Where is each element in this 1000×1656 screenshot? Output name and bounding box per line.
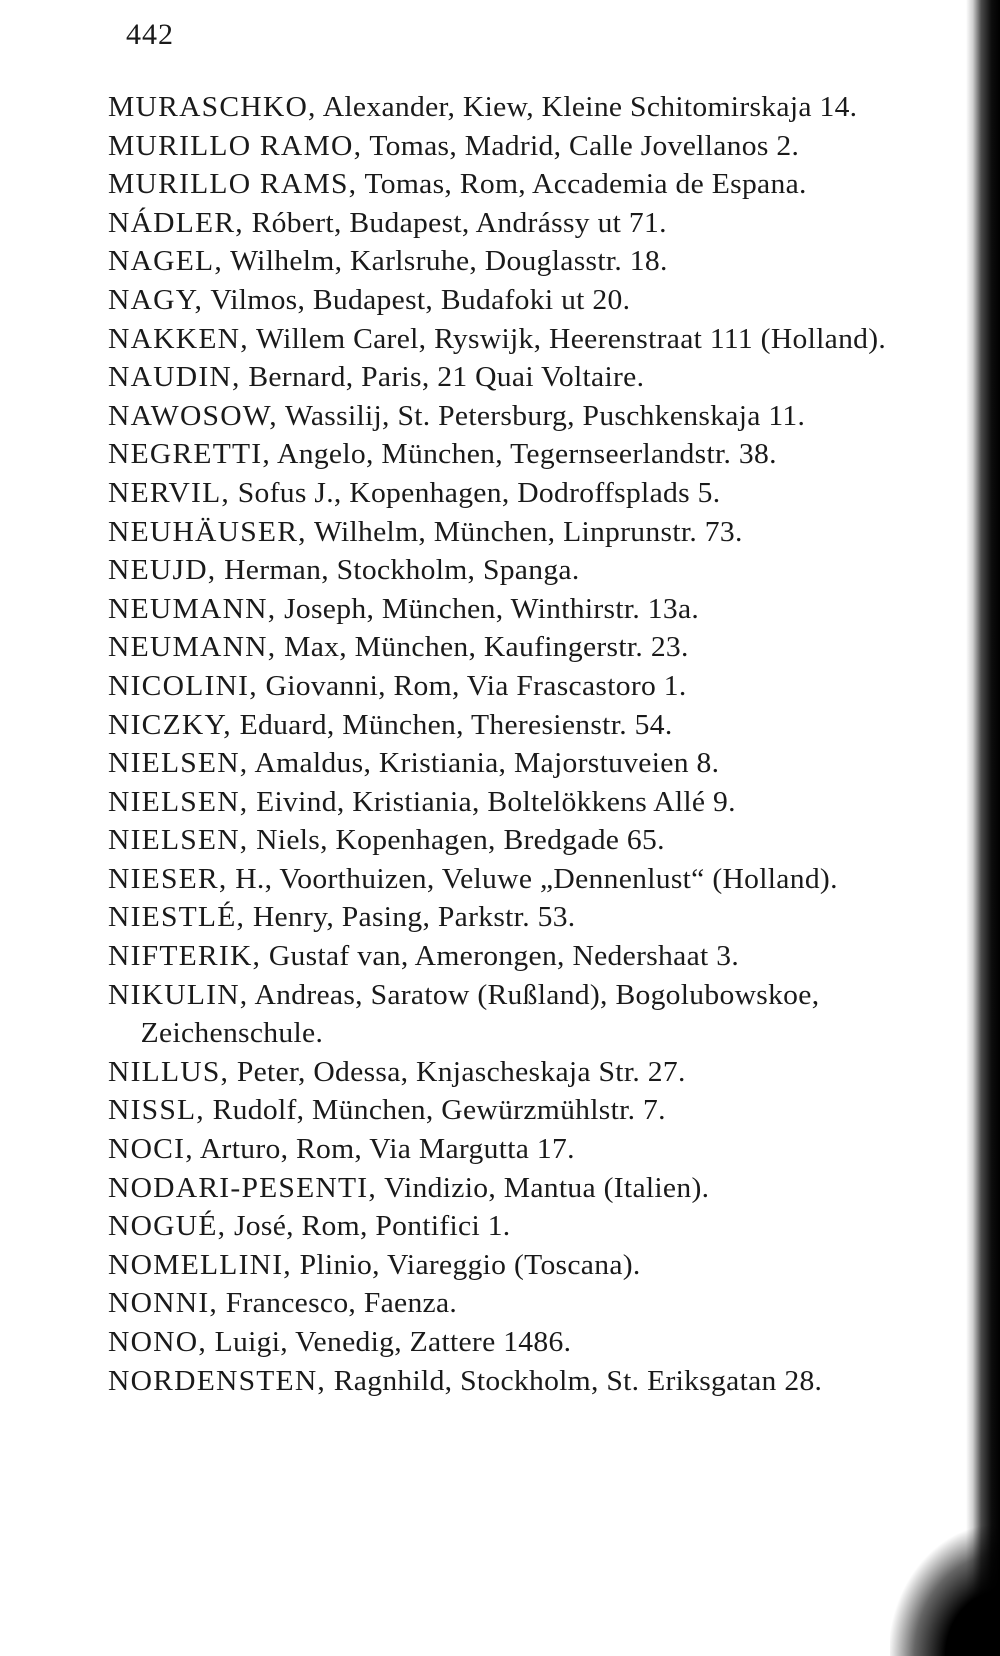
entry-surname: NERVIL, bbox=[108, 476, 231, 509]
entry-surname: NONO, bbox=[108, 1326, 207, 1358]
directory-list bbox=[108, 88, 948, 1400]
directory-entry bbox=[108, 860, 965, 899]
entry-surname: NIELSEN, bbox=[108, 785, 249, 818]
entry-surname: NILLUS, bbox=[108, 1055, 230, 1088]
entry-surname: NIESTLÉ, bbox=[108, 901, 246, 934]
directory-entry bbox=[108, 821, 965, 860]
entry-details: Eivind, Kristiania, Boltelökkens Allé 9. bbox=[248, 785, 736, 818]
entry-details: Willem Carel, Ryswijk, Heerenstraat 111 (Holland). bbox=[248, 322, 887, 355]
entry-surname: NÁDLER, bbox=[108, 206, 244, 239]
entry-details: Sofus J., Kopenhagen, Dodroffsplads 5. bbox=[230, 476, 721, 509]
directory-entry bbox=[108, 1362, 965, 1401]
entry-surname: NIELSEN, bbox=[108, 824, 249, 857]
directory-entry bbox=[108, 127, 965, 166]
directory-entry bbox=[108, 783, 965, 822]
entry-surname: NEGRETTI, bbox=[108, 438, 271, 471]
entry-surname: MURILLO RAMS, bbox=[108, 168, 358, 201]
entry-details: Francesco, Faenza. bbox=[218, 1287, 458, 1320]
entry-details: Giovanni, Rom, Via Frascastoro 1. bbox=[257, 669, 687, 702]
page-number: 442 bbox=[126, 18, 174, 51]
entry-details: H., Voorthuizen, Veluwe „Dennenlust“ (Holland). bbox=[227, 862, 838, 895]
directory-entry bbox=[108, 706, 965, 745]
directory-entry bbox=[108, 204, 965, 243]
entry-details: Andreas, Saratow (Rußland), Bogolubowskoe, Zeichenschule. bbox=[140, 978, 820, 1050]
entry-details: Eduard, München, Theresienstr. 54. bbox=[231, 708, 673, 741]
entry-surname: NAGEL, bbox=[108, 245, 223, 278]
directory-entry bbox=[108, 744, 965, 783]
page-corner-shadow bbox=[890, 1526, 1000, 1656]
directory-entry bbox=[108, 628, 965, 667]
directory-entry bbox=[108, 242, 965, 281]
directory-entry bbox=[108, 1091, 965, 1130]
entry-details: Angelo, München, Tegernseerlandstr. 38. bbox=[270, 438, 777, 471]
entry-surname: NOCI, bbox=[108, 1133, 194, 1166]
entry-surname: NORDENSTEN, bbox=[108, 1364, 327, 1397]
entry-details: Arturo, Rom, Via Margutta 17. bbox=[193, 1133, 575, 1166]
directory-entry bbox=[108, 281, 965, 320]
entry-surname: NISSL, bbox=[108, 1094, 205, 1127]
entry-surname: MURASCHKO, bbox=[108, 91, 317, 123]
entry-surname: NICOLINI, bbox=[108, 669, 258, 702]
directory-entry bbox=[108, 513, 965, 552]
entry-details: Gustaf van, Amerongen, Nedershaat 3. bbox=[261, 940, 740, 973]
entry-details: Luigi, Venedig, Zattere 1486. bbox=[206, 1326, 572, 1358]
directory-entry bbox=[108, 1207, 965, 1246]
entry-surname: NIKULIN, bbox=[108, 978, 249, 1011]
entry-surname: NAKKEN, bbox=[108, 322, 249, 355]
entry-details: Tomas, Madrid, Calle Jovellanos 2. bbox=[362, 129, 800, 162]
entry-details: Peter, Odessa, Knjascheskaja Str. 27. bbox=[229, 1055, 686, 1088]
directory-entry bbox=[108, 1053, 965, 1092]
entry-surname: NEUMANN, bbox=[108, 592, 277, 625]
entry-details: Róbert, Budapest, Andrássy ut 71. bbox=[243, 206, 667, 239]
directory-entry bbox=[108, 165, 965, 204]
directory-entry bbox=[108, 397, 965, 436]
directory-entry bbox=[108, 898, 965, 937]
directory-entry bbox=[108, 320, 965, 359]
directory-entry bbox=[108, 88, 965, 127]
entry-surname: NIELSEN, bbox=[108, 747, 249, 780]
entry-details: Niels, Kopenhagen, Bredgade 65. bbox=[248, 824, 665, 857]
entry-surname: NAGY, bbox=[108, 283, 204, 316]
directory-entry bbox=[108, 976, 965, 1053]
entry-surname: NEUJD, bbox=[108, 554, 217, 587]
directory-entry bbox=[108, 358, 965, 397]
directory-entry bbox=[108, 551, 965, 590]
directory-entry bbox=[108, 667, 965, 706]
directory-entry bbox=[108, 1246, 965, 1285]
entry-details: Vilmos, Budapest, Budafoki ut 20. bbox=[203, 283, 631, 316]
entry-details: Ragnhild, Stockholm, St. Eriksgatan 28. bbox=[326, 1364, 823, 1397]
directory-entry bbox=[108, 1323, 965, 1362]
entry-details: Amaldus, Kristiania, Majorstuveien 8. bbox=[248, 747, 720, 780]
entry-details: Herman, Stockholm, Spanga. bbox=[216, 554, 580, 587]
entry-surname: NEUMANN, bbox=[108, 631, 277, 664]
directory-entry bbox=[108, 435, 965, 474]
directory-entry bbox=[108, 937, 965, 976]
entry-details: Wassilij, St. Petersburg, Puschkenskaja 11. bbox=[277, 399, 806, 432]
directory-entry bbox=[108, 474, 965, 513]
entry-surname: NICZKY, bbox=[108, 708, 232, 741]
entry-details: Rudolf, München, Gewürzmühlstr. 7. bbox=[204, 1094, 666, 1127]
book-spine-shadow bbox=[966, 0, 1000, 1656]
entry-surname: MURILLO RAMO, bbox=[108, 129, 363, 162]
entry-details: Plinio, Viareggio (Toscana). bbox=[291, 1248, 641, 1281]
entry-details: Tomas, Rom, Accademia de Espana. bbox=[357, 168, 807, 201]
entry-details: Vindizio, Mantua (Italien). bbox=[376, 1171, 710, 1204]
entry-surname: NOGUÉ, bbox=[108, 1210, 227, 1243]
entry-details: Alexander, Kiew, Kleine Schitomirskaja 14. bbox=[316, 91, 858, 123]
entry-surname: NIESER, bbox=[108, 862, 228, 895]
entry-surname: NOMELLINI, bbox=[108, 1248, 292, 1281]
entry-details: Wilhelm, München, Linprunstr. 73. bbox=[306, 515, 743, 548]
entry-details: Joseph, München, Winthirstr. 13a. bbox=[276, 592, 700, 625]
directory-entry bbox=[108, 1130, 965, 1169]
entry-surname: NEUHÄUSER, bbox=[108, 515, 307, 548]
directory-entry bbox=[108, 1284, 965, 1323]
entry-surname: NODARI-PESENTI, bbox=[108, 1171, 377, 1204]
directory-entry bbox=[108, 590, 965, 629]
entry-surname: NAUDIN, bbox=[108, 361, 241, 394]
entry-details: Max, München, Kaufingerstr. 23. bbox=[276, 631, 689, 664]
directory-entry bbox=[108, 1169, 965, 1208]
entry-details: Bernard, Paris, 21 Quai Voltaire. bbox=[240, 361, 645, 394]
entry-surname: NIFTERIK, bbox=[108, 940, 262, 973]
entry-surname: NONNI, bbox=[108, 1287, 219, 1320]
entry-details: Wilhelm, Karlsruhe, Douglasstr. 18. bbox=[222, 245, 668, 278]
entry-details: Henry, Pasing, Parkstr. 53. bbox=[245, 901, 576, 934]
entry-surname: NAWOSOW, bbox=[108, 399, 278, 432]
entry-details: José, Rom, Pontifici 1. bbox=[226, 1210, 511, 1243]
